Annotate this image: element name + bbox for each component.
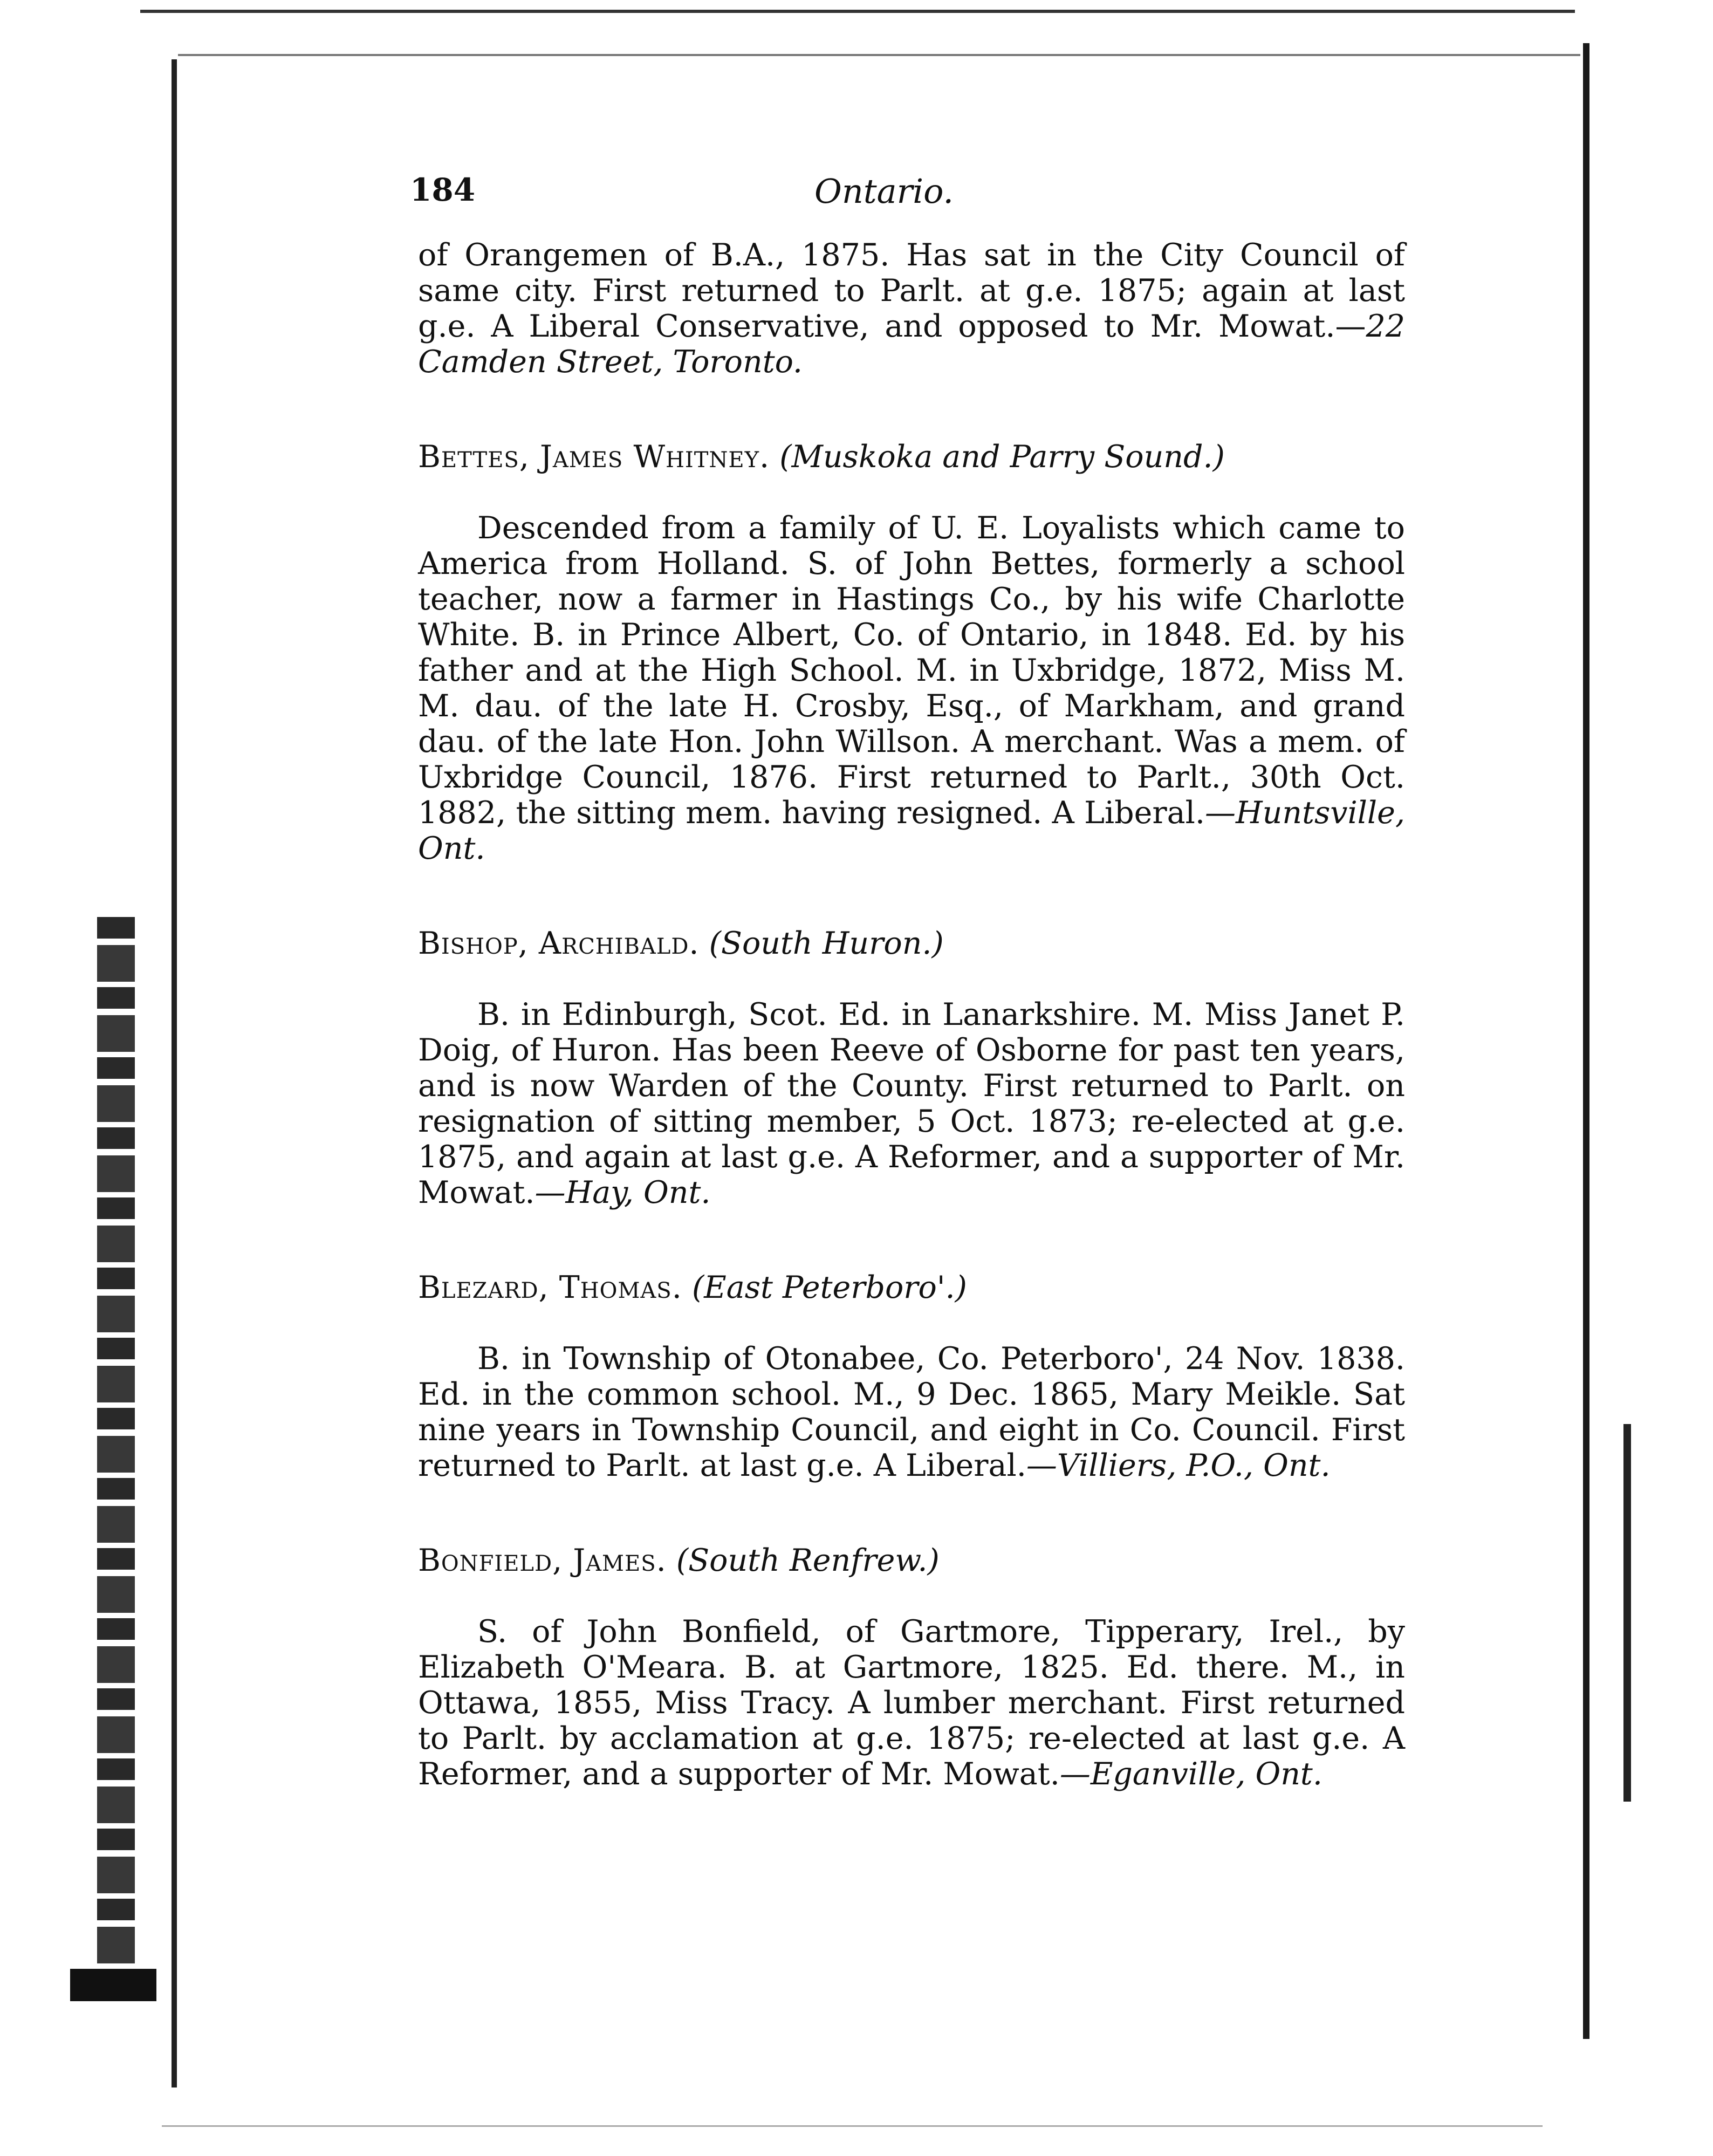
frame-right-rule — [1583, 43, 1589, 2039]
continuation-text: of Orangemen of B.A., 1875. Has sat in the City Council of same city. First returned to Parlt. at g.e. 1875; again at last g.e. A Liberal Conservative, and opposed to Mr. Mowat.— — [418, 237, 1405, 344]
entry-name: Blezard, Thomas. — [418, 1270, 682, 1305]
continuation-address: 22 Camden Street, Toronto. — [418, 309, 1405, 380]
entry-body — [418, 1614, 1405, 1792]
entry-riding: (Muskoka and Parry Sound.) — [779, 439, 1225, 475]
entry-riding: (South Huron.) — [709, 926, 944, 961]
right-margin-mark — [1623, 1424, 1631, 1802]
binding-shadow-block — [70, 1969, 156, 2001]
entry-name: Bettes, James Whitney. — [418, 439, 770, 475]
frame-left-rule — [172, 59, 177, 2087]
entry-body — [418, 997, 1405, 1210]
entry-heading — [418, 926, 1405, 961]
entry-name: Bonfield, James. — [418, 1543, 667, 1578]
entry-bonfield — [418, 1543, 1405, 1792]
entry-blezard — [418, 1270, 1405, 1483]
entry-body — [418, 1341, 1405, 1483]
entry-heading — [418, 1543, 1405, 1578]
entry-body — [418, 510, 1405, 866]
entry-body-text: B. in Township of Otonabee, Co. Peterboro', 24 Nov. 1838. Ed. in the common school. M., 9 Dec. 1865, Mary Meikle. Sat nine years in Township Council, and eight in Co. Council. First returned to Parlt. at last g.e. A Liberal. — [418, 1341, 1405, 1483]
page-number: 184 — [410, 172, 476, 208]
frame-top-rule — [178, 54, 1580, 56]
entry-riding: (East Peterboro'.) — [691, 1270, 967, 1305]
running-title: Ontario. — [814, 172, 954, 211]
entry-riding: (South Renfrew.) — [676, 1543, 940, 1578]
entry-address: —Huntsville, Ont. — [418, 795, 1405, 866]
entry-address: —Villiers, P.O., Ont. — [1026, 1448, 1331, 1483]
entry-body-text: S. of John Bonfield, of Gartmore, Tipperary, Irel., by Elizabeth O'Meara. B. at Gartmore, 1825. Ed. there. M., in Ottawa, 1855, Miss Tracy. A lumber merchant. First returned to Parlt. by acclamation at g.e. 1875; re-elected at last g.e. A Reformer, and a supporter of Mr. Mowat. — [418, 1614, 1405, 1792]
entry-name: Bishop, Archibald. — [418, 926, 700, 961]
entry-heading — [418, 439, 1405, 475]
entry-address: —Eganville, Ont. — [1059, 1756, 1323, 1792]
entry-bettes — [418, 439, 1405, 866]
continuation-paragraph — [418, 237, 1405, 380]
top-edge-rule — [140, 10, 1575, 13]
entry-body-text: Descended from a family of U. E. Loyalists which came to America from Holland. S. of John Bettes, formerly a school teacher, now a farmer in Hastings Co., by his wife Charlotte White. B. in Prince Albert, Co. of Ontario, in 1848. Ed. by his father and at the High School. M. in Uxbridge, 1872, Miss M. M. dau. of the late H. Crosby, Esq., of Markham, and grand dau. of the late Hon. John Willson. A merchant. Was a mem. of Uxbridge Council, 1876. First returned to Parlt., 30th Oct. 1882, the sitting mem. having resigned. A Liberal. — [418, 510, 1405, 831]
entry-body-text: B. in Edinburgh, Scot. Ed. in Lanarkshire. M. Miss Janet P. Doig, of Huron. Has been Reeve of Osborne for past ten years, and is now Warden of the County. First returned to Parlt. on resignation of sitting member, 5 Oct. 1873; re-elected at g.e. 1875, and again at last g.e. A Reformer, and a supporter of Mr. Mowat. — [418, 997, 1405, 1210]
bottom-edge-rule — [162, 2125, 1543, 2127]
page-header — [410, 172, 1003, 215]
binding-shadow-strip — [97, 917, 135, 1996]
entry-bishop — [418, 926, 1405, 1210]
entry-address: —Hay, Ont. — [535, 1175, 711, 1210]
entry-heading — [418, 1270, 1405, 1305]
page-content — [418, 237, 1405, 1792]
